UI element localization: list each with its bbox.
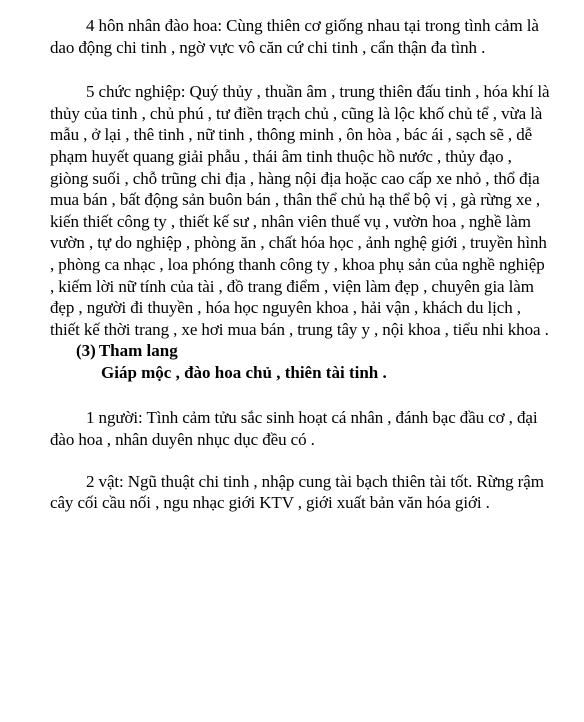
section-subheading: Giáp mộc , đào hoa chủ , thiên tài tinh .: [101, 363, 387, 383]
section-title: Tham lang: [98, 341, 178, 361]
paragraph-person: 1 người: Tình cảm tửu sắc sinh hoạt cá nhân , đánh bạc đầu cơ , đại đào hoa , nhân duyên nhục dục đều có .: [50, 408, 538, 449]
section-heading: [50, 340, 550, 362]
paragraph-occupation: 5 chức nghiệp: Quý thủy , thuần âm , trung thiên đấu tinh , hóa khí là thủy của tinh , chủ phú , tư điền trạch chủ , cũng là lộc khố chủ tể , vừa là mẫu , ở lại , thê tinh , nữ tinh , thông minh , ôn hòa , bác ái , sạch sẽ , dễ phạm huyết quang giải phẫu , thái âm tinh thuộc hồ nước , thủy đạo , giòng suối , chỗ trũng chi địa , hàng nội địa hoặc cao cấp xe nhỏ , thổ địa mua bán , bất động sản buôn bán , thân thể chủ hạ thể bộ vị , gà rừng xe , kiến thiết công ty , thiết kế sư , nhân viên thuế vụ , vườn hoa , nghề làm vườn , tự do nghiệp , phòng ăn , chất hóa học , ảnh nghệ giới , truyền hình , phòng ca nhạc , loa phóng thanh công ty , khoa phụ sản của nghề nghiệp , kiếm lời nữ tính của tài , đồ trang điểm , viện làm đẹp , chuyên gia làm đẹp , người đi thuyền , hóa học nguyên khoa , hải vận , khách du lịch , thiết kế thời trang , xe hơi mua bán , trung tây y , nội khoa , tiểu nhi khoa .: [50, 82, 550, 339]
paragraph-marriage: 4 hôn nhân đào hoa: Cùng thiên cơ giống nhau tại trong tình cảm là dao động chi tinh , ngờ vực vô căn cứ chi tinh , cẩn thận đa tình .: [50, 16, 539, 57]
section-number: (3): [76, 341, 96, 361]
paragraph-object: 2 vật: Ngũ thuật chi tinh , nhập cung tài bạch thiên tài tốt. Rừng rậm cây cối cầu nối , ngu nhạc giới KTV , giới xuất bản văn hóa giới .: [50, 471, 544, 513]
